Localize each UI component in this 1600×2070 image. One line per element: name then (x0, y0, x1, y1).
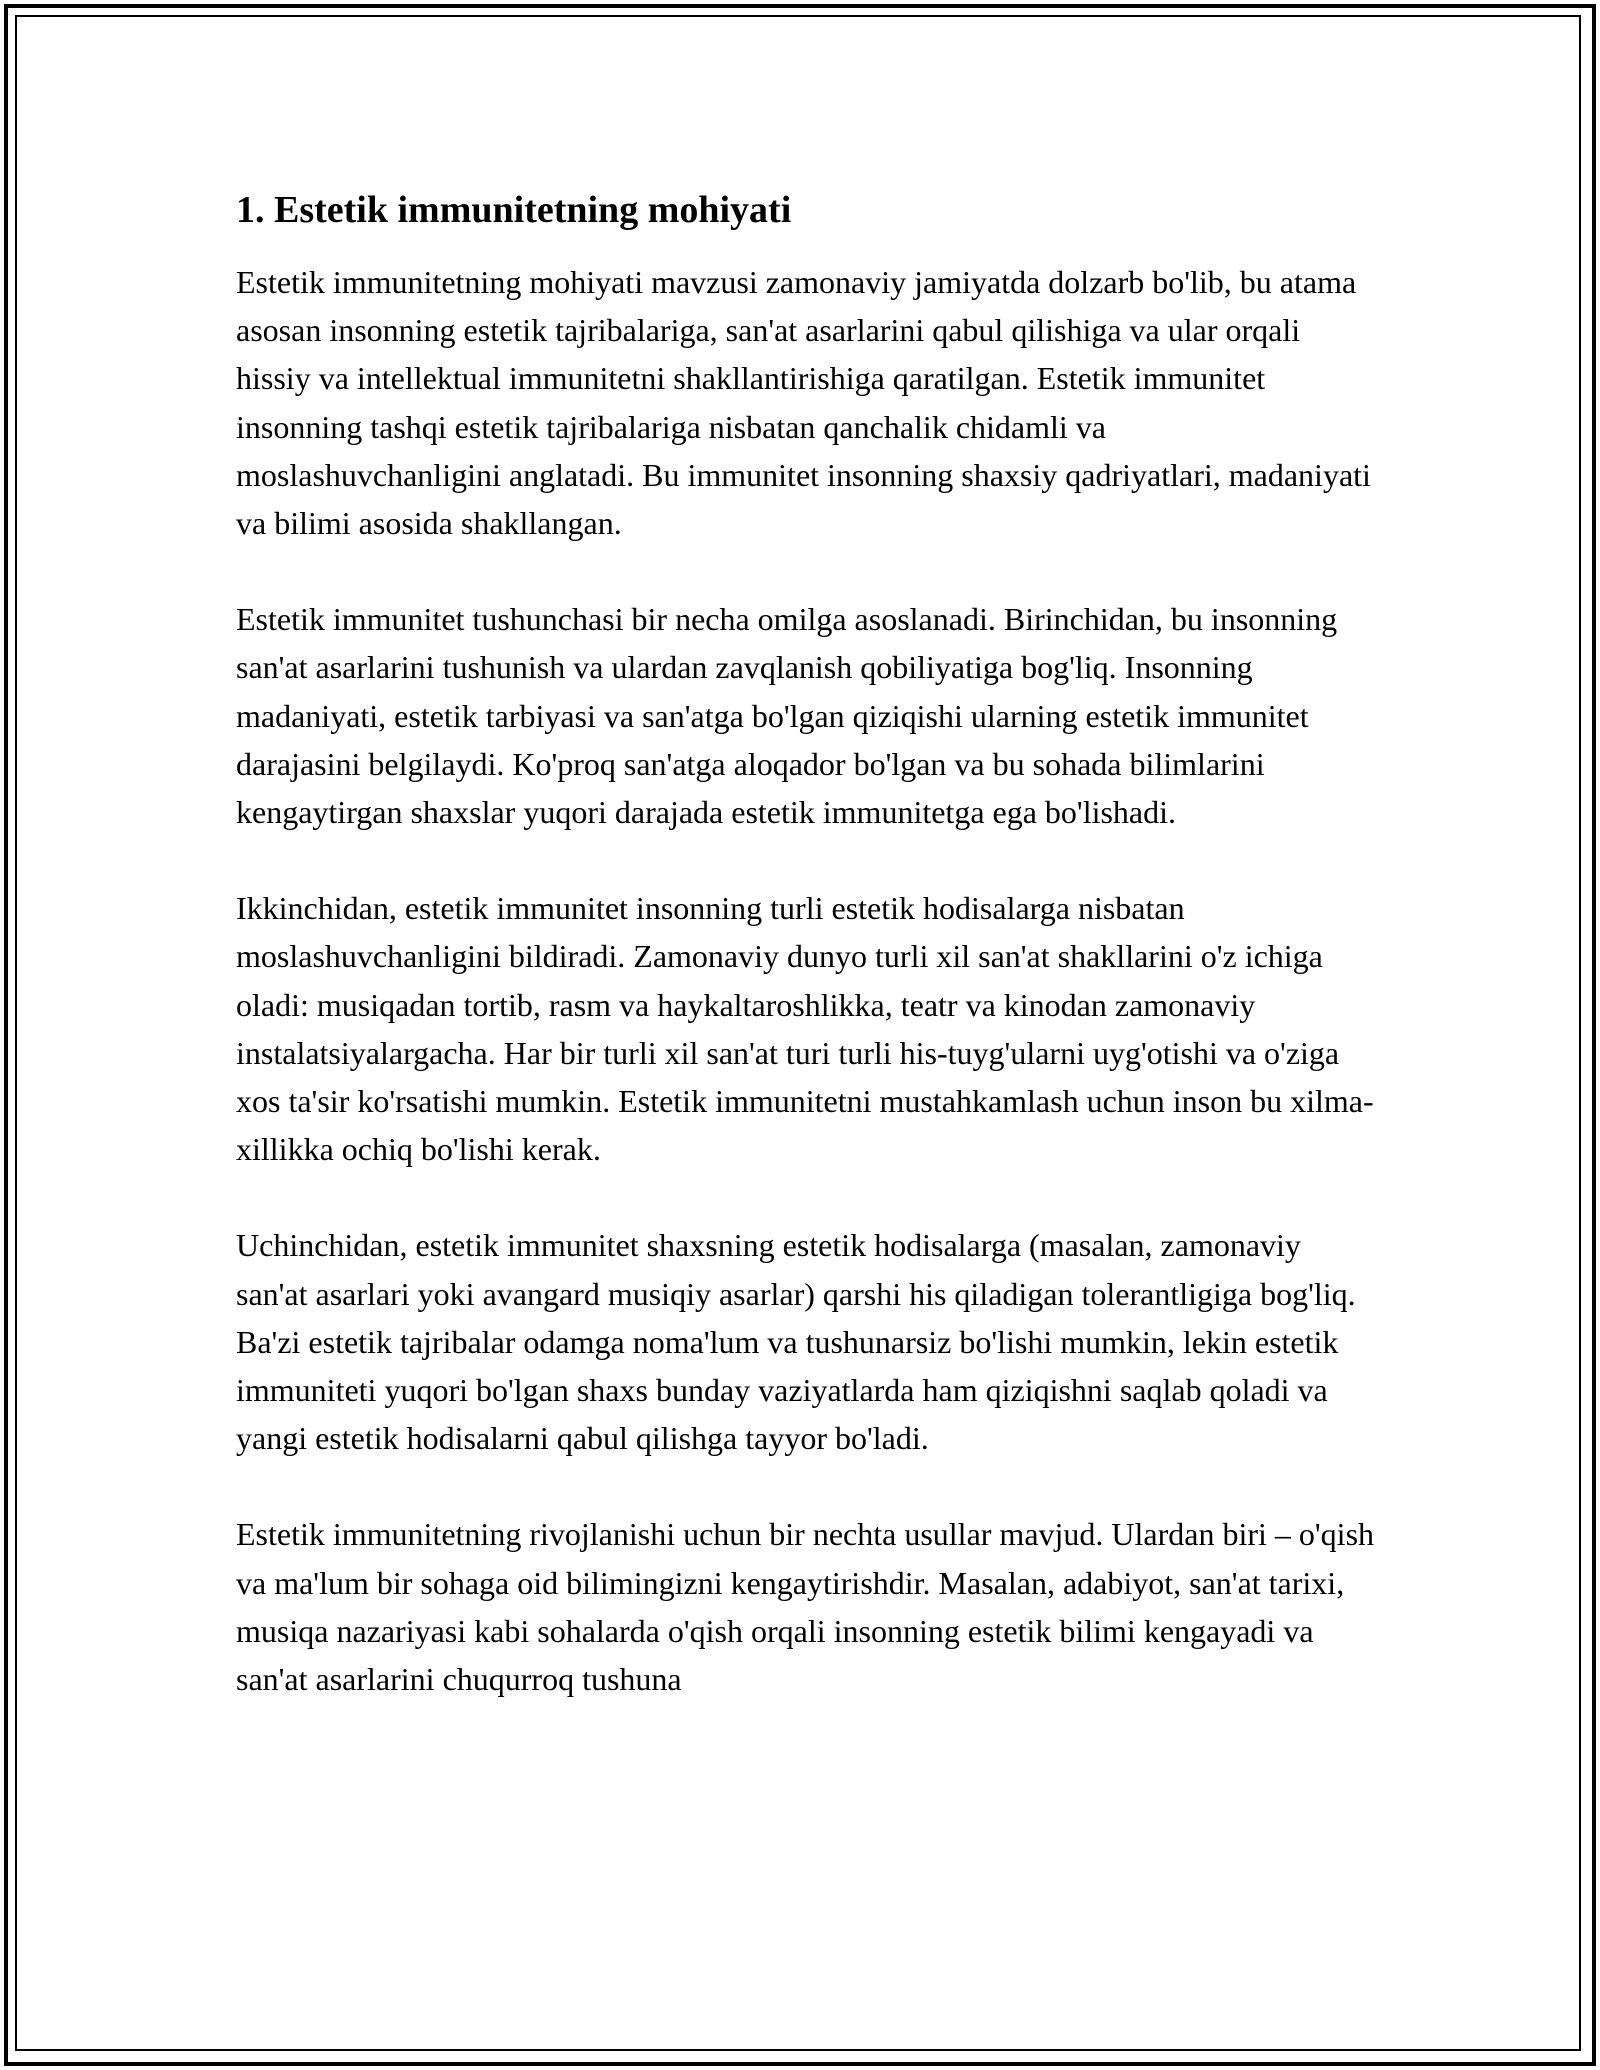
paragraph-1: Estetik immunitetning mohiyati mavzusi zamonaviy jamiyatda dolzarb bo'lib, bu atama asosan insonning estetik tajribalariga, san'at asarlarini qabul qilishiga va ular orqali hissiy va intellektual immunitetni shakllantirishiga qaratilgan. Estetik immunitet insonning tashqi estetik tajribalariga nisbatan qanchalik chidamli va moslashuvchanligini anglatadi. Bu immunitet insonning shaxsiy qadriyatlari, madaniyati va bilimi asosida shakllangan. (236, 264, 1371, 542)
paragraph-4: Uchinchidan, estetik immunitet shaxsning estetik hodisalarga (masalan, zamonaviy san'at asarlari yoki avangard musiqiy asarlar) qarshi his qiladigan tolerantligiga bog'liq. Ba'zi estetik tajribalar odamga noma'lum va tushunarsiz bo'lishi mumkin, lekin estetik immuniteti yuqori bo'lgan shaxs bunday vaziyatlarda ham qiziqishni saqlab qoladi va yangi estetik hodisalarni qabul qilishga tayyor bo'ladi. (236, 1227, 1356, 1457)
paragraph-2: Estetik immunitet tushunchasi bir necha omilga asoslanadi. Birinchidan, bu insonning san'at asarlarini tushunish va ulardan zavqlanish qobiliyatiga bog'liq. Insonning madaniyati, estetik tarbiyasi va san'atga bo'lgan qiziqishi ularning estetik immunitet darajasini belgilaydi. Ko'proq san'atga aloqador bo'lgan va bu sohada bilimlarini kengaytirgan shaxslar yuqori darajada estetik immunitetga ega bo'lishadi. (236, 601, 1338, 831)
section-title: 1. Estetik immunitetning mohiyati (236, 189, 792, 231)
document-body (236, 186, 1376, 1751)
paragraph-3: Ikkinchidan, estetik immunitet insonning turli estetik hodisalarga nisbatan moslashuvchanligini bildiradi. Zamonaviy dunyo turli xil san'at shakllarini o'z ichiga oladi: musiqadan tortib, rasm va haykaltaroshlikka, teatr va kinodan zamonaviy instalatsiyalargacha. Har bir turli xil san'at turi turli his-tuyg'ularni uyg'otishi va o'ziga xos ta'sir ko'rsatishi mumkin. Estetik immunitetni mustahkamlash uchun inson bu xilma-xillikka ochiq bo'lishi kerak. (236, 890, 1374, 1168)
paragraph-5: Estetik immunitetning rivojlanishi uchun bir nechta usullar mavjud. Ulardan biri – o'qish va ma'lum bir sohaga oid bilimingizni kengaytirishdir. Masalan, adabiyot, san'at tarixi, musiqa nazariyasi kabi sohalarda o'qish orqali insonning estetik bilimi kengayadi va san'at asarlarini chuqurroq tushuna (236, 1516, 1375, 1698)
